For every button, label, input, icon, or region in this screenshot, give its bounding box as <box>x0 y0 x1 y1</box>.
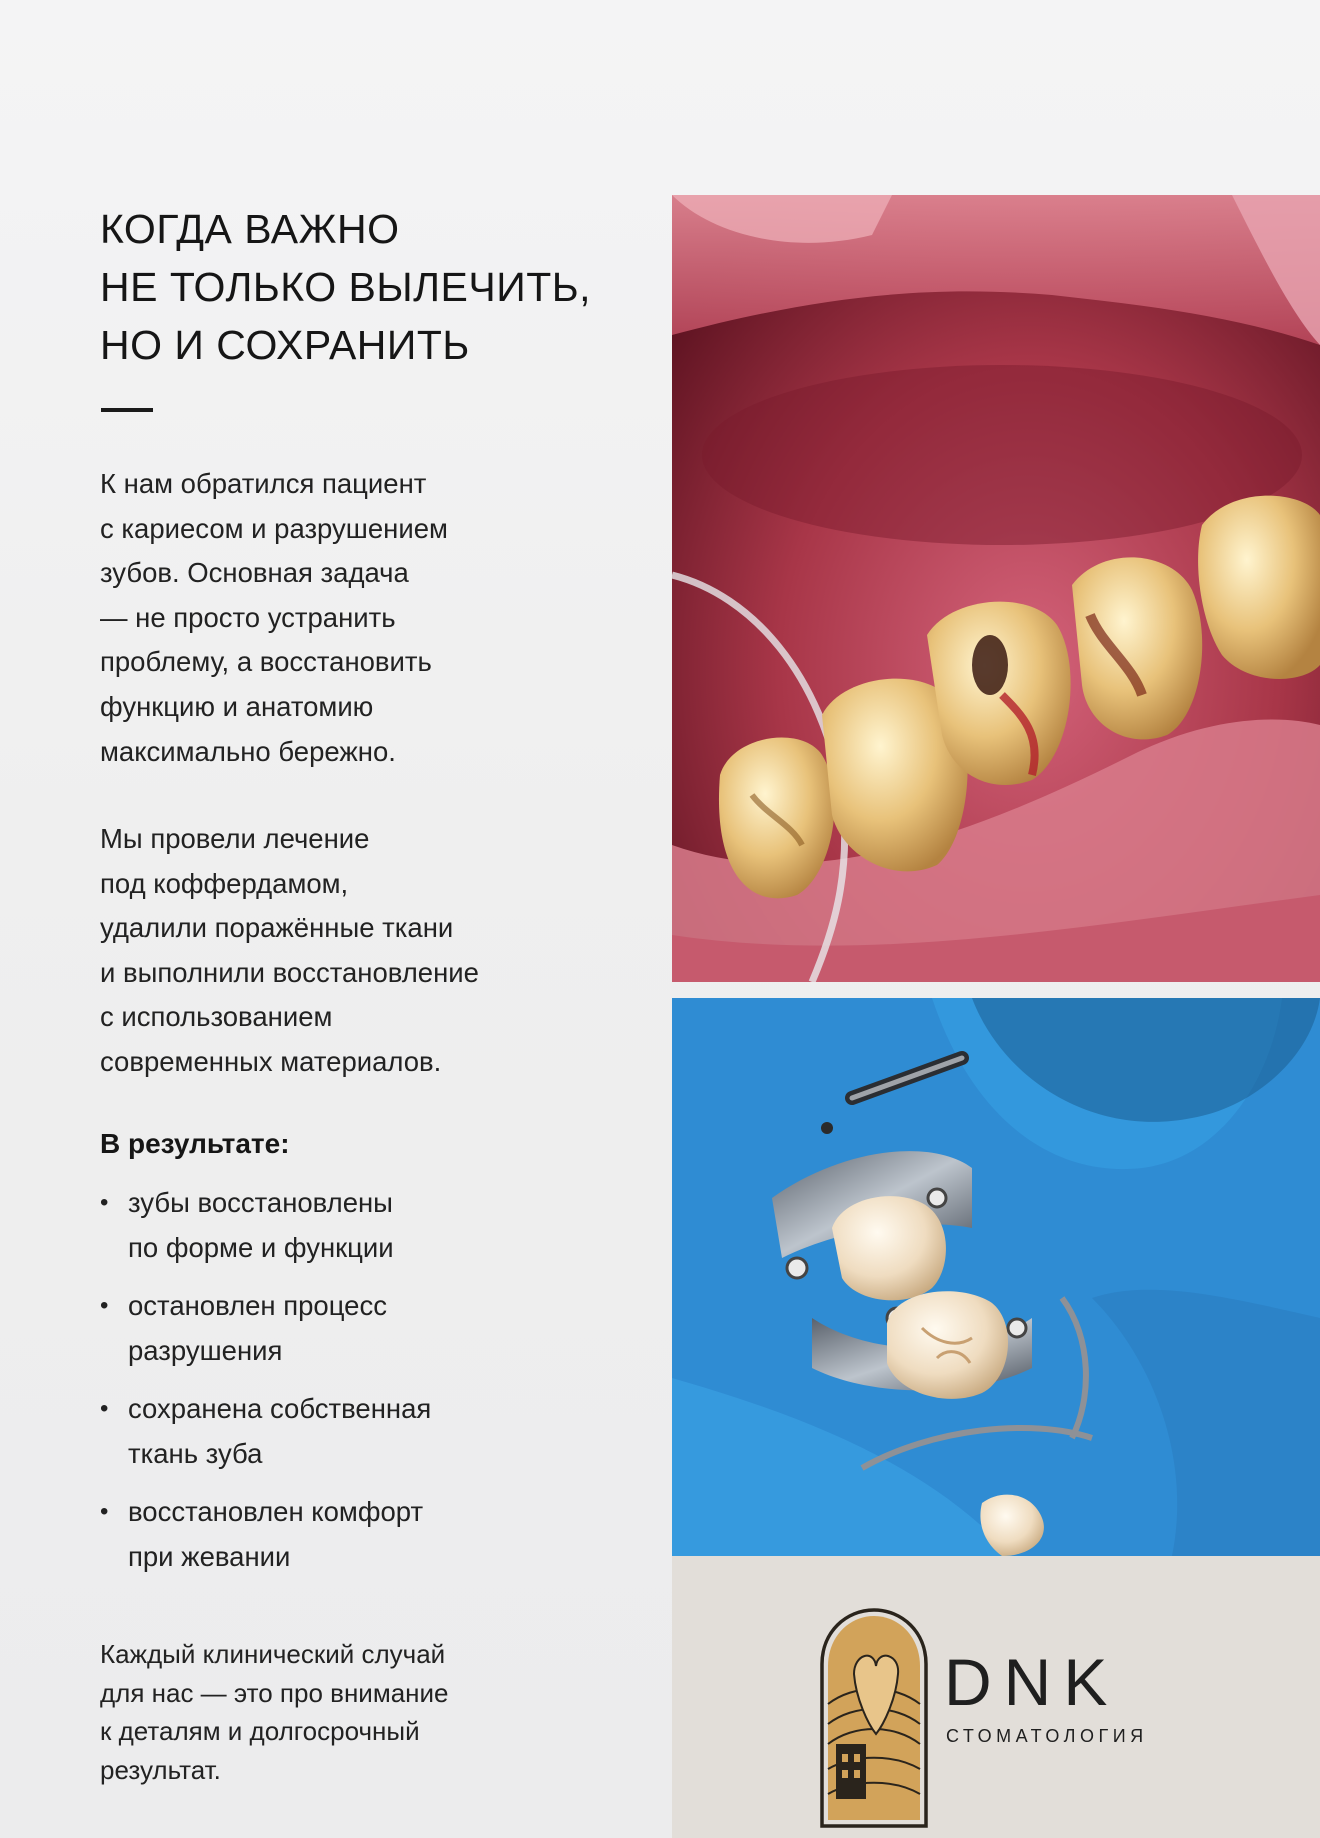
intro-line: функцию и анатомию <box>100 690 374 722</box>
list-item-line: • остановлен процесс <box>128 1290 387 1321</box>
tooth-after-photo <box>672 998 1320 1556</box>
brand-panel <box>672 1556 1320 1838</box>
treatment-line: с использованием <box>100 1001 333 1033</box>
results-list <box>100 1180 620 1592</box>
intro-line: проблему, а восстановить <box>100 646 432 678</box>
closing-line: Каждый клинический случай <box>100 1639 446 1669</box>
list-item-line: по форме и функции <box>128 1232 394 1263</box>
closing-line: к деталям и долгосрочный <box>100 1716 420 1746</box>
list-item <box>100 1489 620 1579</box>
treatment-paragraph <box>100 817 620 1085</box>
list-item-line: при жевании <box>128 1541 291 1572</box>
tooth-after-illustration <box>672 998 1320 1556</box>
intro-line: зубов. Основная задача <box>100 557 409 589</box>
closing-line: для нас — это про внимание <box>100 1677 449 1708</box>
intro-line: — не просто устранить <box>100 601 396 633</box>
title-line-2: НЕ ТОЛЬКО ВЫЛЕЧИТЬ, <box>100 264 592 310</box>
list-item <box>100 1386 620 1476</box>
brand-name: DNK <box>944 1645 1120 1719</box>
results-heading: В результате: <box>100 1128 290 1159</box>
brand-subtitle: СТОМАТОЛОГИЯ <box>946 1726 1148 1746</box>
tooth-before-illustration <box>672 195 1320 982</box>
list-item <box>100 1283 620 1373</box>
list-item-line: разрушения <box>128 1335 283 1366</box>
treatment-line: под коффердамом, <box>100 867 349 899</box>
list-item <box>100 1180 620 1270</box>
list-item-line: • зубы восстановлены <box>128 1187 393 1218</box>
list-item-line: ткань зуба <box>128 1438 263 1469</box>
title-line-1: КОГДА ВАЖНО <box>100 206 400 252</box>
treatment-line: удалили поражённые ткани <box>100 912 454 944</box>
closing-paragraph <box>100 1635 620 1789</box>
treatment-line: и выполнили восстановление <box>100 956 479 988</box>
intro-paragraph <box>100 462 620 774</box>
treatment-line: современных материалов. <box>100 1045 442 1077</box>
list-item-line: • сохранена собственная <box>128 1393 432 1424</box>
title-line-3: НО И СОХРАНИТЬ <box>100 322 470 368</box>
intro-line: максимально бережно. <box>100 735 396 767</box>
dnk-logo-icon <box>814 1604 934 1834</box>
intro-line: К нам обратился пациент <box>100 468 427 499</box>
tooth-before-photo <box>672 195 1320 982</box>
list-item-line: • восстановлен комфорт <box>128 1496 424 1527</box>
closing-line: результат. <box>100 1754 221 1785</box>
intro-line: с кариесом и разрушением <box>100 512 448 544</box>
page-title <box>100 200 680 374</box>
treatment-line: Мы провели лечение <box>100 823 370 854</box>
title-divider <box>101 408 153 412</box>
